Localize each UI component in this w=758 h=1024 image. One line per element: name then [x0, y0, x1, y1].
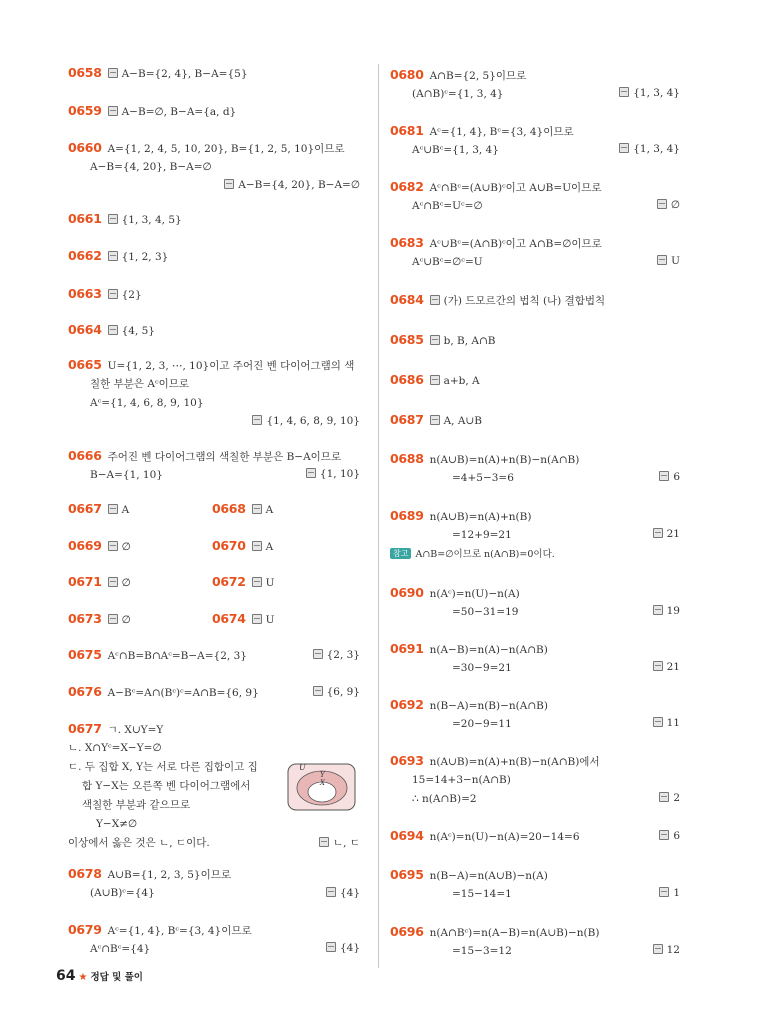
problem-text: 주어진 벤 다이어그램의 색칠한 부분은 B−A이므로 [107, 451, 342, 463]
problem-text: A−Bᶜ=A∩(Bᶜ)ᶜ=A∩B={6, 9} [107, 687, 259, 699]
answer-icon [252, 504, 262, 514]
problem-number: 0683 [390, 235, 424, 250]
answer-icon [653, 944, 663, 954]
problem-number: 0688 [390, 451, 424, 466]
page-number: 64 [56, 968, 76, 984]
problem-number: 0678 [68, 866, 102, 881]
problem-text: Aᶜ∪Bᶜ={1, 3, 4} [412, 144, 499, 156]
problem-line [90, 160, 212, 174]
answer-box [619, 142, 680, 156]
answer-value: 6 [673, 471, 680, 483]
answer-icon [108, 214, 118, 224]
problem-number: 0674 [212, 611, 246, 626]
problem-line [68, 358, 354, 373]
answer-value: 2 [673, 792, 680, 804]
problem-number: 0686 [390, 372, 424, 387]
answer-value: ㄴ, ㄷ [333, 837, 360, 849]
answer-box [224, 178, 360, 192]
problem-text: =50−31=19 [452, 606, 519, 618]
problem-line [390, 293, 605, 308]
problem-text: A−B={4, 20}, B−A=∅ [90, 161, 212, 173]
problem-line [96, 817, 137, 831]
problem-number: 0695 [390, 867, 424, 882]
problem-number: 0694 [390, 828, 424, 843]
problem-text: Aᶜ∩B=B∩Aᶜ=B−A={2, 3} [107, 650, 247, 662]
problem-text: A∪B={1, 2, 3, 5}이므로 [107, 869, 232, 881]
answer-icon [108, 325, 118, 335]
problem-text: =4+5−3=6 [452, 472, 514, 484]
answer-value: {1, 3, 4} [633, 143, 680, 155]
answer-icon [306, 468, 316, 478]
grid-answer [68, 502, 129, 517]
problem-text: b, B, A∩B [443, 335, 496, 347]
answer-box [659, 470, 680, 484]
problem-line [68, 249, 168, 264]
answer-icon [108, 68, 118, 78]
problem-line [390, 373, 480, 388]
answer-box [659, 886, 680, 900]
problem-line [390, 413, 482, 428]
problem-line [452, 944, 512, 958]
answer-box [252, 414, 360, 428]
problem-line [452, 528, 512, 542]
problem-line [90, 377, 189, 391]
problem-text: Aᶜ∪Bᶜ=(A∩B)ᶜ이고 A∩B=∅이므로 [429, 238, 602, 250]
problem-number: 0661 [68, 211, 102, 226]
problem-text: =15−14=1 [452, 888, 512, 900]
problem-line [68, 323, 155, 338]
answer-icon [619, 87, 629, 97]
answer-value: 12 [666, 944, 680, 956]
problem-number: 0690 [390, 585, 424, 600]
problem-text: n(A∪B)=n(A)+n(B)−n(A∩B)에서 [429, 756, 600, 768]
problem-line [68, 741, 162, 755]
problem-line [68, 449, 341, 464]
problem-number: 0689 [390, 508, 424, 523]
problem-line [68, 867, 231, 882]
answer-value: U [671, 255, 680, 267]
answer-icon [653, 528, 663, 538]
grid-answer [68, 575, 131, 590]
answer-icon [108, 541, 118, 551]
problem-line [390, 236, 602, 251]
answer-icon [326, 942, 336, 952]
problem-line [412, 255, 483, 269]
answer-icon [430, 335, 440, 345]
answer-value: ∅ [121, 577, 131, 589]
answer-box [657, 254, 680, 268]
problem-line [452, 605, 518, 619]
problem-line [390, 698, 548, 713]
problem-text: n(B−A)=n(B)−n(A∩B) [429, 700, 548, 712]
problem-line [68, 760, 258, 774]
problem-text: Aᶜ∪Bᶜ=∅ᶜ=U [412, 256, 483, 268]
grid-answer [68, 612, 131, 627]
note-badge: 참고 [390, 548, 411, 559]
problem-line [412, 773, 511, 787]
answer-icon [108, 504, 118, 514]
answer-value: {4} [339, 887, 360, 899]
answer-box [313, 648, 360, 662]
problem-line [68, 66, 248, 81]
problem-line [82, 779, 250, 793]
answer-value: {6, 9} [326, 686, 360, 698]
problem-line [390, 586, 520, 601]
answer-icon [313, 686, 323, 696]
problem-number: 0673 [68, 611, 102, 626]
problem-number: 0660 [68, 140, 102, 155]
problem-text: n(A∪B)=n(A)+n(B)−n(A∩B) [429, 454, 580, 466]
problem-text: A={1, 2, 4, 5, 10, 20}, B={1, 2, 5, 10}이므로 [107, 143, 345, 155]
problem-text: =12+9=21 [452, 529, 512, 541]
problem-number: 0667 [68, 501, 102, 516]
star-icon: ★ [78, 972, 88, 983]
problem-line [412, 199, 483, 213]
answer-box [619, 86, 680, 100]
problem-number: 0679 [68, 922, 102, 937]
answer-value: 21 [666, 661, 680, 673]
answer-value: ∅ [670, 199, 680, 211]
problem-line [390, 509, 531, 524]
problem-line [390, 68, 526, 83]
answer-value: 1 [673, 887, 680, 899]
problem-text: Aᶜ∩Bᶜ=Uᶜ=∅ [412, 200, 483, 212]
problem-number: 0681 [390, 123, 424, 138]
problem-line [68, 685, 259, 700]
answer-icon [108, 614, 118, 624]
answer-value: {1, 3, 4} [633, 87, 680, 99]
problem-line [390, 333, 495, 348]
problem-number: 0670 [212, 538, 246, 553]
problem-line [390, 124, 574, 139]
problem-number: 0672 [212, 574, 246, 589]
problem-text: 15=14+3−n(A∩B) [412, 774, 511, 786]
problem-text: n(Aᶜ)=n(U)−n(A) [429, 588, 520, 600]
problem-text: n(A−B)=n(A)−n(A∩B) [429, 644, 548, 656]
answer-box [657, 198, 680, 212]
problem-number: 0680 [390, 67, 424, 82]
answer-icon [653, 717, 663, 727]
problem-line [68, 104, 236, 119]
answer-icon [659, 471, 669, 481]
venn-diagram [287, 758, 357, 812]
problem-number: 0682 [390, 179, 424, 194]
problem-number: 0692 [390, 697, 424, 712]
answer-box [653, 527, 680, 541]
problem-text: {1, 3, 4, 5} [121, 214, 182, 226]
answer-icon [252, 541, 262, 551]
answer-icon [313, 649, 323, 659]
answer-icon [430, 295, 440, 305]
problem-text: ㄷ. 두 집합 X, Y는 서로 다른 집합이고 집 [68, 761, 258, 773]
problem-text: Aᶜ∩Bᶜ=(A∪B)ᶜ이고 A∪B=U이므로 [429, 182, 602, 194]
problem-line [390, 180, 601, 195]
problem-line [68, 141, 345, 156]
problem-text: {1, 2, 3} [121, 251, 169, 263]
problem-number: 0668 [212, 501, 246, 516]
footer-label: 정답 및 풀이 [90, 972, 143, 983]
answer-icon [252, 415, 262, 425]
problem-number: 0676 [68, 684, 102, 699]
answer-box [319, 836, 360, 850]
problem-text: ㄱ. X∪Y=Y [107, 724, 164, 736]
answer-icon [659, 830, 669, 840]
problem-text: =20−9=11 [452, 718, 512, 730]
problem-line [68, 648, 247, 663]
problem-line [412, 792, 477, 806]
answer-value: ∅ [121, 541, 131, 553]
problem-number: 0696 [390, 924, 424, 939]
answer-icon [653, 605, 663, 615]
problem-line [390, 642, 548, 657]
problem-number: 0684 [390, 292, 424, 307]
answer-icon [108, 251, 118, 261]
answer-box [653, 604, 680, 618]
problem-number: 0677 [68, 721, 102, 736]
answer-value: 11 [666, 717, 680, 729]
problem-text: 색칠한 부분과 같으므로 [82, 799, 191, 811]
answer-icon [252, 614, 262, 624]
answer-icon [224, 179, 234, 189]
problem-text: Y−X≠∅ [96, 818, 138, 830]
problem-line [390, 829, 580, 844]
problem-text: 칠한 부분은 Aᶜ이므로 [90, 378, 190, 390]
problem-line [90, 942, 150, 956]
answer-value: A−B={4, 20}, B−A=∅ [238, 179, 360, 191]
problem-line [452, 661, 512, 675]
answer-value: ∅ [121, 614, 131, 626]
problem-number: 0664 [68, 322, 102, 337]
grid-answer [68, 539, 131, 554]
problem-line [82, 798, 190, 812]
problem-line [452, 717, 512, 731]
problem-text: {2} [121, 289, 142, 301]
answer-value: A [121, 504, 130, 516]
problem-line [452, 887, 512, 901]
problem-text: ㄴ. X∩Yᶜ=X−Y=∅ [68, 742, 162, 754]
venn-label-x: X [320, 779, 325, 787]
problem-text: n(Aᶜ)=n(U)−n(A)=20−14=6 [429, 831, 580, 843]
problem-line [390, 868, 548, 883]
problem-text: 합 Y−X는 오른쪽 벤 다이어그램에서 [82, 780, 251, 792]
problem-text: Aᶜ={1, 4}, Bᶜ={3, 4}이므로 [429, 126, 574, 138]
problem-line [68, 836, 210, 850]
problem-number: 0659 [68, 103, 102, 118]
answer-icon [619, 143, 629, 153]
problem-number: 0669 [68, 538, 102, 553]
problem-line [90, 396, 204, 410]
problem-number: 0666 [68, 448, 102, 463]
answer-icon [108, 289, 118, 299]
problem-line [68, 287, 142, 302]
problem-number: 0693 [390, 753, 424, 768]
answer-value: A [265, 504, 274, 516]
problem-text: {4, 5} [121, 325, 155, 337]
problem-number: 0658 [68, 65, 102, 80]
grid-answer [212, 612, 274, 627]
problem-line [390, 925, 599, 940]
answer-box [326, 941, 360, 955]
answer-value: 19 [666, 605, 680, 617]
answer-icon [653, 661, 663, 671]
problem-text: (가) 드모르간의 법칙 (나) 결합법칙 [443, 295, 606, 307]
problem-line [68, 212, 182, 227]
problem-text: =30−9=21 [452, 662, 512, 674]
problem-line [90, 886, 155, 900]
answer-icon [326, 887, 336, 897]
problem-number: 0671 [68, 574, 102, 589]
problem-number: 0663 [68, 286, 102, 301]
venn-label-u: U [299, 763, 306, 772]
answer-icon [252, 577, 262, 587]
problem-line [452, 471, 514, 485]
problem-number: 0675 [68, 647, 102, 662]
problem-text: Aᶜ={1, 4, 6, 8, 9, 10} [90, 397, 204, 409]
problem-number: 0687 [390, 412, 424, 427]
problem-number: 0665 [68, 357, 102, 372]
answer-icon [108, 577, 118, 587]
problem-line [412, 143, 499, 157]
problem-text: a+b, A [443, 375, 480, 387]
problem-text: A−B={2, 4}, B−A={5} [121, 68, 248, 80]
answer-box [659, 791, 680, 805]
answer-box [313, 685, 360, 699]
answer-icon [657, 255, 667, 265]
problem-text: (A∪B)ᶜ={4} [90, 887, 155, 899]
problem-text: (A∩B)ᶜ={1, 3, 4} [412, 88, 504, 100]
answer-value: 6 [673, 830, 680, 842]
venn-label-y: Y [320, 771, 325, 779]
problem-line [90, 468, 163, 482]
answer-box [659, 829, 680, 843]
problem-number: 0662 [68, 248, 102, 263]
grid-answer [212, 502, 273, 517]
note-0689 [390, 548, 555, 562]
answer-icon [659, 792, 669, 802]
problem-text: A−B=∅, B−A={a, d} [121, 106, 237, 118]
column-divider [378, 64, 379, 968]
problem-line [68, 923, 252, 938]
answer-icon [430, 415, 440, 425]
problem-text: A∩B={2, 5}이므로 [429, 70, 527, 82]
problem-text: n(A∩Bᶜ)=n(A−B)=n(A∪B)−n(B) [429, 927, 600, 939]
answer-box [653, 716, 680, 730]
problem-text: =15−3=12 [452, 945, 512, 957]
answer-value: U [265, 577, 275, 589]
answer-box [653, 943, 680, 957]
answer-icon [108, 106, 118, 116]
answer-value: {2, 3} [326, 649, 360, 661]
problem-text: B−A={1, 10} [90, 469, 163, 481]
problem-line [412, 87, 503, 101]
problem-line [390, 452, 579, 467]
page-footer [56, 968, 143, 984]
answer-icon [657, 199, 667, 209]
problem-text: A, A∪B [443, 415, 482, 427]
answer-value: U [265, 614, 275, 626]
grid-answer [212, 575, 274, 590]
grid-answer [212, 539, 273, 554]
problem-line [390, 754, 600, 769]
answer-icon [659, 887, 669, 897]
answer-box [306, 467, 360, 481]
problem-text: Aᶜ={1, 4}, Bᶜ={3, 4}이므로 [107, 925, 252, 937]
answer-icon [319, 837, 329, 847]
problem-line [68, 722, 163, 737]
problem-number: 0685 [390, 332, 424, 347]
answer-value: A [265, 541, 274, 553]
answer-value: {1, 4, 6, 8, 9, 10} [266, 415, 360, 427]
problem-number: 0691 [390, 641, 424, 656]
answer-box [653, 660, 680, 674]
note-text: A∩B=∅이므로 n(A∩B)=0이다. [415, 549, 555, 560]
problem-text: n(A∪B)=n(A)+n(B) [429, 511, 532, 523]
problem-text: n(B−A)=n(A∪B)−n(A) [429, 870, 548, 882]
answer-value: {4} [339, 942, 360, 954]
problem-text: ∴ n(A∩B)=2 [412, 793, 477, 805]
problem-text: U={1, 2, 3, ⋯, 10}이고 주어진 벤 다이어그램의 색 [107, 360, 355, 372]
answer-box [326, 886, 360, 900]
problem-text: 이상에서 옳은 것은 ㄴ, ㄷ이다. [68, 837, 210, 849]
answer-value: 21 [666, 528, 680, 540]
answer-value: {1, 10} [319, 468, 360, 480]
problem-text: Aᶜ∩Bᶜ={4} [90, 943, 151, 955]
answer-icon [430, 375, 440, 385]
